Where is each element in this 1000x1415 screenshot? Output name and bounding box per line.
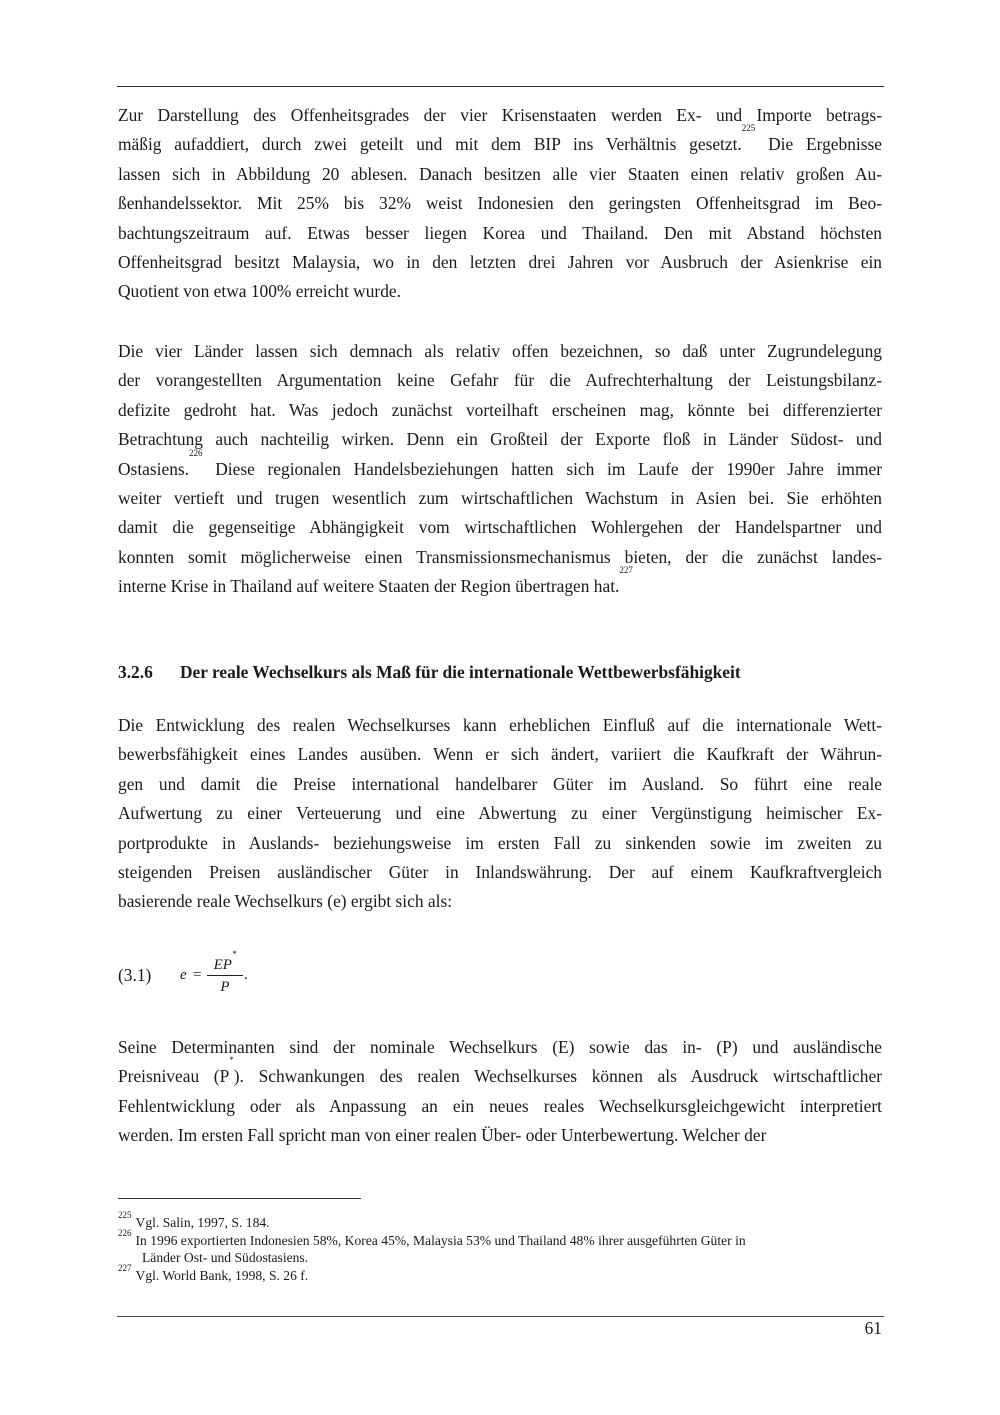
- footnote-number: 225: [118, 1210, 132, 1220]
- text-line: konnten somit möglicherweise einen Transmissionsmechanismus bieten, der die zunächst landes-: [118, 546, 882, 567]
- text-line: Die Entwicklung des realen Wechselkurses kann erheblichen Einfluß auf die internationale Wett-: [118, 715, 882, 735]
- page-number: 61: [864, 1318, 882, 1338]
- text-line: Preisniveau (P*). Schwankungen des realen Wechselkurses können als Ausdruck wirtschaftlicher: [118, 1055, 882, 1087]
- footnote-225: $^{225}$ Vgl. Salin, 1997, S. 184.: [118, 1210, 270, 1230]
- text-line: Quotient von etwa 100% erreicht wurde.: [118, 281, 401, 302]
- text-line: lassen sich in Abbildung 20 ablesen. Danach besitzen alle vier Staaten einen relativ großen Au-: [118, 163, 882, 184]
- text-line: Zur Darstellung des Offenheitsgrades der vier Krisenstaaten werden Ex- und Importe betrags-: [118, 105, 882, 125]
- text-line: Offenheitsgrad besitzt Malaysia, wo in den letzten drei Jahren vor Ausbruch der Asienkrise ein: [118, 251, 882, 272]
- text-line: basierende reale Wechselkurs (e) ergibt sich als:: [118, 891, 453, 912]
- footnote-227: $^{227}$ Vgl. World Bank, 1998, S. 26 f.: [118, 1262, 309, 1283]
- equation-fraction: [207, 949, 243, 996]
- text-line: Seine Determinanten sind der nominale Wechselkurs (E) sowie das in- (P) und ausländische: [118, 1037, 882, 1057]
- footer-rule: [117, 1316, 884, 1317]
- text-line: damit die gegenseitige Abhängigkeit vom wirtschaftlichen Wohlergehen der Handelspartner und: [118, 517, 882, 538]
- text-line: gen und damit die Preise international handelbarer Güter im Ausland. So führt eine reale: [118, 773, 882, 794]
- text-line: defizite gedroht hat. Was jedoch zunächst vorteilhaft erscheinen mag, könnte bei differenzierter: [118, 399, 882, 420]
- section-heading: [118, 662, 882, 683]
- paragraph-openness: [118, 101, 882, 307]
- footnote-separator: [118, 1198, 361, 1199]
- text-line: Fehlentwicklung oder als Anpassung an ein neues reales Wechselkursgleichgewicht interpretiert: [118, 1095, 882, 1116]
- footnotes: [118, 1210, 882, 1284]
- text-line: Die vier Länder lassen sich demnach als relativ offen bezeichnen, so daß unter Zugrundelegung: [118, 341, 882, 361]
- footnote-reference: 227: [619, 565, 633, 576]
- text-line: Betrachtung auch nachteilig wirken. Denn ein Großteil der Exporte floß in Länder Südost- und: [118, 429, 882, 450]
- footnote-reference: 225: [741, 123, 756, 134]
- text-line: bewerbsfähigkeit eines Landes ausüben. Wenn er sich ändert, variiert die Kaufkraft der Währun-: [118, 744, 882, 765]
- footnote-number: 227: [118, 1262, 132, 1273]
- text-line: bachtungszeitraum auf. Etwas besser liegen Korea und Thailand. Den mit Abstand höchsten: [118, 222, 882, 243]
- footnote-reference: 226: [189, 447, 203, 458]
- text-line: ßenhandelssektor. Mit 25% bis 32% weist Indonesien den geringsten Offenheitsgrad im Beo-: [118, 193, 882, 214]
- section-number: 3.2.6: [118, 662, 153, 682]
- paragraph-determinants: [118, 1033, 882, 1151]
- numerator-text: EP: [213, 957, 232, 973]
- text-line: mäßig aufaddiert, durch zwei geteilt und mit dem BIP ins Verhältnis gesetzt.$^{225}$ Die Ergebnisse: [118, 123, 882, 155]
- text-line: portprodukte in Auslands- beziehungsweise im ersten Fall zu sinkenden sowie im zweiten zu: [118, 832, 882, 853]
- equation-label: (3.1): [118, 965, 152, 985]
- equation-period: .: [244, 967, 248, 983]
- text-line: interne Krise in Thailand auf weitere Staaten der Region übertragen hat.$^{227}$: [118, 565, 633, 597]
- equation-denominator: P: [220, 979, 230, 995]
- footnote-reference: *: [229, 1055, 234, 1066]
- text-line: weiter vertieft und trugen wesentlich zum wirtschaftlichen Wachstum in Asien bei. Sie erhöhten: [118, 487, 882, 508]
- numerator-star: *: [231, 949, 237, 959]
- text-line: Ostasiens.$^{226}$ Diese regionalen Handelsbeziehungen hatten sich im Laufe der 1990er Jahre immer: [118, 447, 882, 479]
- text-line: werden. Im ersten Fall spricht man von einer realen Über- oder Unterbewertung. Welcher der: [118, 1125, 767, 1146]
- text-line: Aufwertung zu einer Verteuerung und eine Abwertung zu einer Vergünstigung heimischer Ex-: [118, 803, 882, 824]
- equation-lhs: e: [180, 967, 187, 983]
- footnote-number: 226: [118, 1227, 132, 1238]
- footnote-226: $^{226}$ In 1996 exportierten Indonesien 58%, Korea 45%, Malaysia 53% und Thailand 48% ihrer ausgeführten Güter in Länder Ost- und Südostasiens.: [118, 1232, 882, 1267]
- header-rule: [117, 86, 884, 87]
- paragraph-real-exchange-rate: [118, 711, 882, 917]
- equation-numerator: [207, 949, 243, 975]
- text-line: steigenden Preisen ausländischer Güter in Inlandswährung. Der auf einem Kaufkraftvergleich: [118, 861, 882, 882]
- section-title: Der reale Wechselkurs als Maß für die internationale Wettbewerbsfähigkeit: [180, 662, 741, 682]
- text-line: der vorangestellten Argumentation keine Gefahr für die Aufrechterhaltung der Leistungsbilanz-: [118, 370, 882, 391]
- paragraph-regional-trade: [118, 337, 882, 602]
- equation-equals: =: [193, 967, 202, 983]
- footnote-continuation: Länder Ost- und Südostasiens.: [142, 1250, 309, 1265]
